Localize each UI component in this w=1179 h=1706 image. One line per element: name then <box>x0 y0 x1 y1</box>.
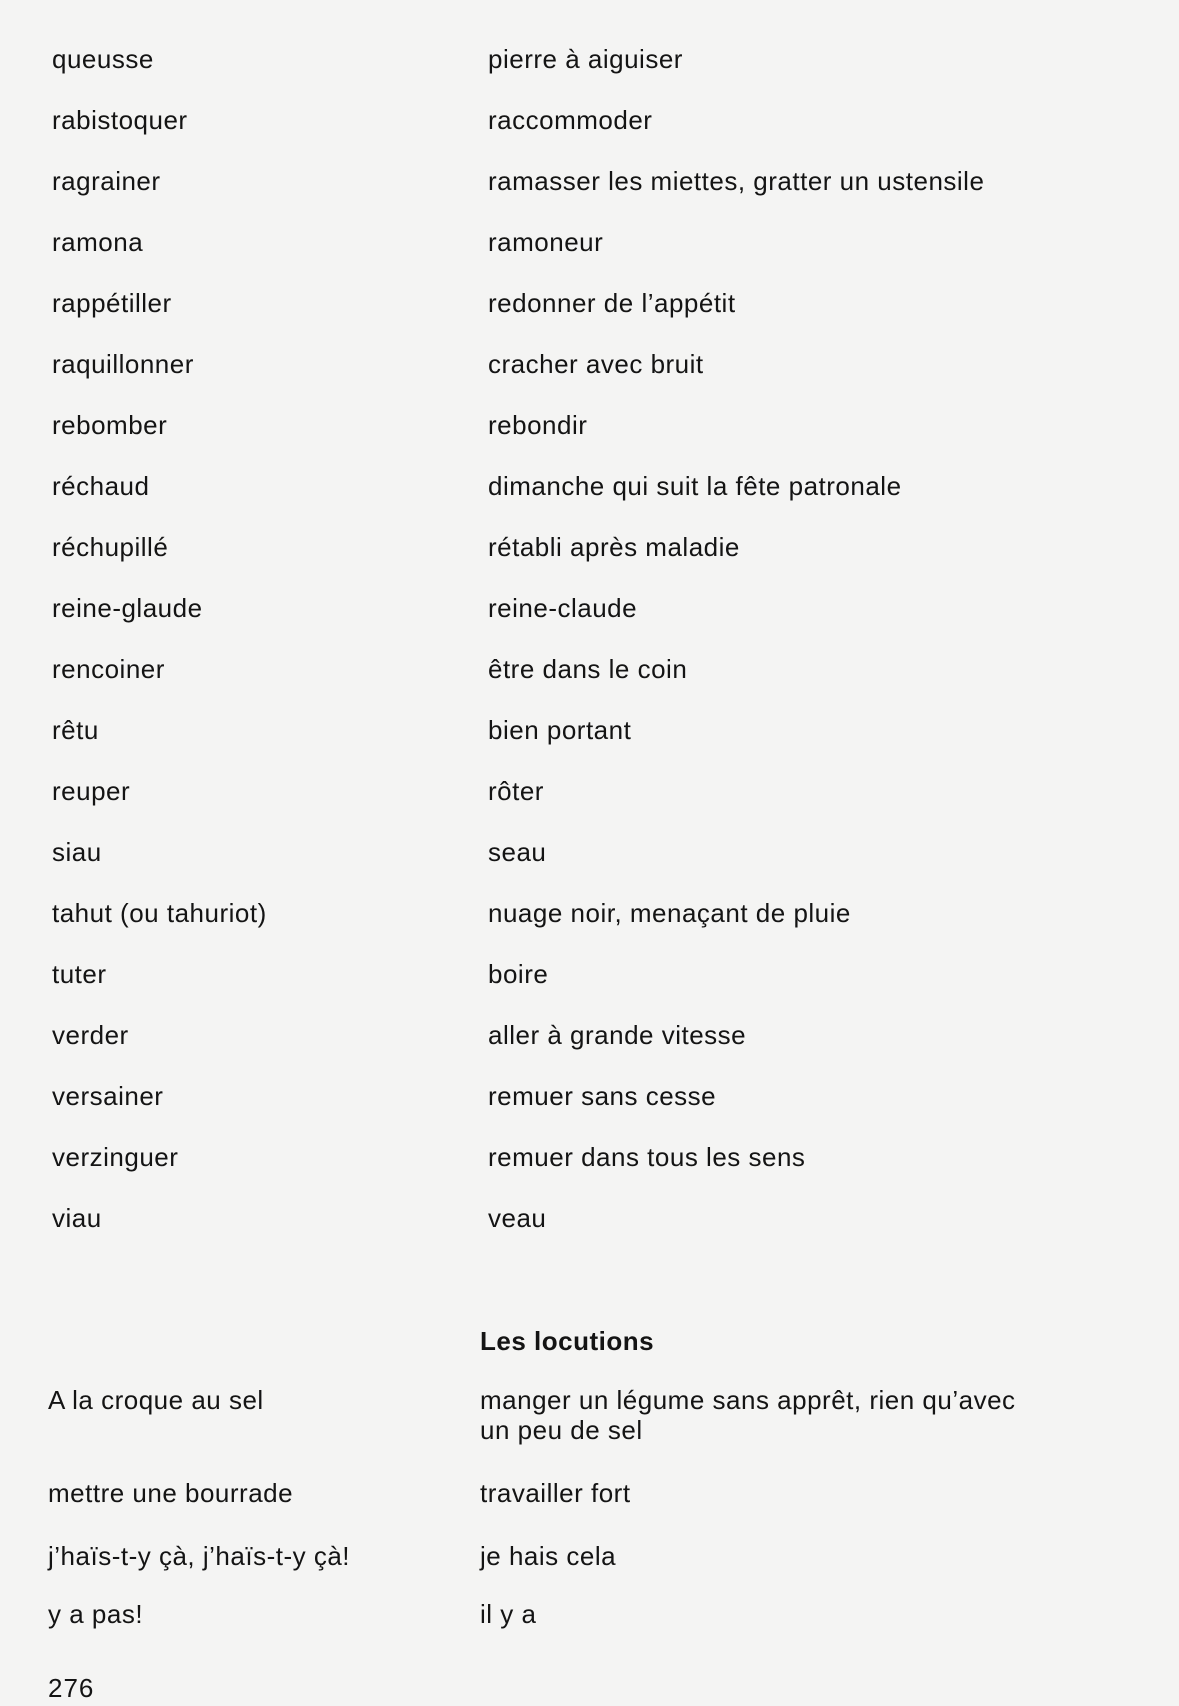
glossary-term: reuper <box>52 776 131 806</box>
glossary-row <box>0 410 1179 450</box>
glossary-definition: pierre à aiguiser <box>488 44 683 74</box>
glossary-definition: rebondir <box>488 410 588 440</box>
glossary-row <box>0 1020 1179 1060</box>
glossary-term: versainer <box>52 1081 164 1111</box>
locution-term: A la croque au sel <box>48 1385 264 1415</box>
glossary-row <box>0 654 1179 694</box>
glossary-term: réchaud <box>52 471 150 501</box>
glossary-row <box>0 471 1179 511</box>
glossary-row <box>0 776 1179 816</box>
glossary-term: ramona <box>52 227 144 257</box>
locution-definition: je hais cela <box>480 1541 617 1571</box>
glossary-row <box>0 837 1179 877</box>
glossary-term: rebomber <box>52 410 168 440</box>
glossary-term: rabistoquer <box>52 105 188 135</box>
glossary-definition: aller à grande vitesse <box>488 1020 747 1050</box>
glossary-definition: rôter <box>488 776 544 806</box>
glossary-definition: redonner de l’appétit <box>488 288 736 318</box>
glossary-row <box>0 1081 1179 1121</box>
glossary-row <box>0 959 1179 999</box>
locution-term: y a pas! <box>48 1599 144 1629</box>
glossary-row <box>0 166 1179 206</box>
page-number: 276 <box>48 1673 95 1703</box>
glossary-row <box>0 715 1179 755</box>
locution-definition: manger un légume sans apprêt, rien qu’avec un peu de sel <box>480 1385 1016 1445</box>
glossary-row <box>0 1142 1179 1182</box>
glossary-term: rêtu <box>52 715 99 745</box>
glossary-definition: boire <box>488 959 549 989</box>
glossary-term: verzinguer <box>52 1142 179 1172</box>
glossary-row <box>0 44 1179 84</box>
locution-definition: travailler fort <box>480 1478 631 1508</box>
glossary-term: reine-glaude <box>52 593 203 623</box>
glossary-term: rappétiller <box>52 288 172 318</box>
glossary-term: verder <box>52 1020 129 1050</box>
glossary-term: viau <box>52 1203 102 1233</box>
locution-definition: il y a <box>480 1599 537 1629</box>
glossary-term: réchupillé <box>52 532 169 562</box>
glossary-definition: nuage noir, menaçant de pluie <box>488 898 851 928</box>
glossary-term: raquillonner <box>52 349 194 379</box>
glossary-row <box>0 898 1179 938</box>
glossary-definition: raccommoder <box>488 105 653 135</box>
glossary-definition: ramasser les miettes, gratter un ustensile <box>488 166 985 196</box>
glossary-definition: seau <box>488 837 547 867</box>
locution-term: mettre une bourrade <box>48 1478 294 1508</box>
glossary-term: ragrainer <box>52 166 161 196</box>
glossary-term: queusse <box>52 44 154 74</box>
glossary-definition: être dans le coin <box>488 654 688 684</box>
glossary-row <box>0 532 1179 572</box>
glossary-term: tahut (ou tahuriot) <box>52 898 267 928</box>
glossary-term: rencoiner <box>52 654 165 684</box>
glossary-definition: remuer dans tous les sens <box>488 1142 806 1172</box>
glossary-definition: bien portant <box>488 715 632 745</box>
glossary-term: siau <box>52 837 102 867</box>
glossary-definition: remuer sans cesse <box>488 1081 717 1111</box>
glossary-definition: dimanche qui suit la fête patronale <box>488 471 902 501</box>
glossary-term: tuter <box>52 959 107 989</box>
glossary-row <box>0 227 1179 267</box>
glossary-definition: cracher avec bruit <box>488 349 704 379</box>
glossary-row <box>0 349 1179 389</box>
glossary-row <box>0 1203 1179 1243</box>
locution-term: j’haïs-t-y çà, j’haïs-t-y çà! <box>48 1541 351 1571</box>
locutions-heading: Les locutions <box>480 1326 655 1356</box>
glossary-definition: ramoneur <box>488 227 604 257</box>
glossary-definition: rétabli après maladie <box>488 532 740 562</box>
glossary-definition: veau <box>488 1203 547 1233</box>
glossary-row <box>0 288 1179 328</box>
glossary-row <box>0 105 1179 145</box>
glossary-row <box>0 593 1179 633</box>
glossary-definition: reine-claude <box>488 593 638 623</box>
